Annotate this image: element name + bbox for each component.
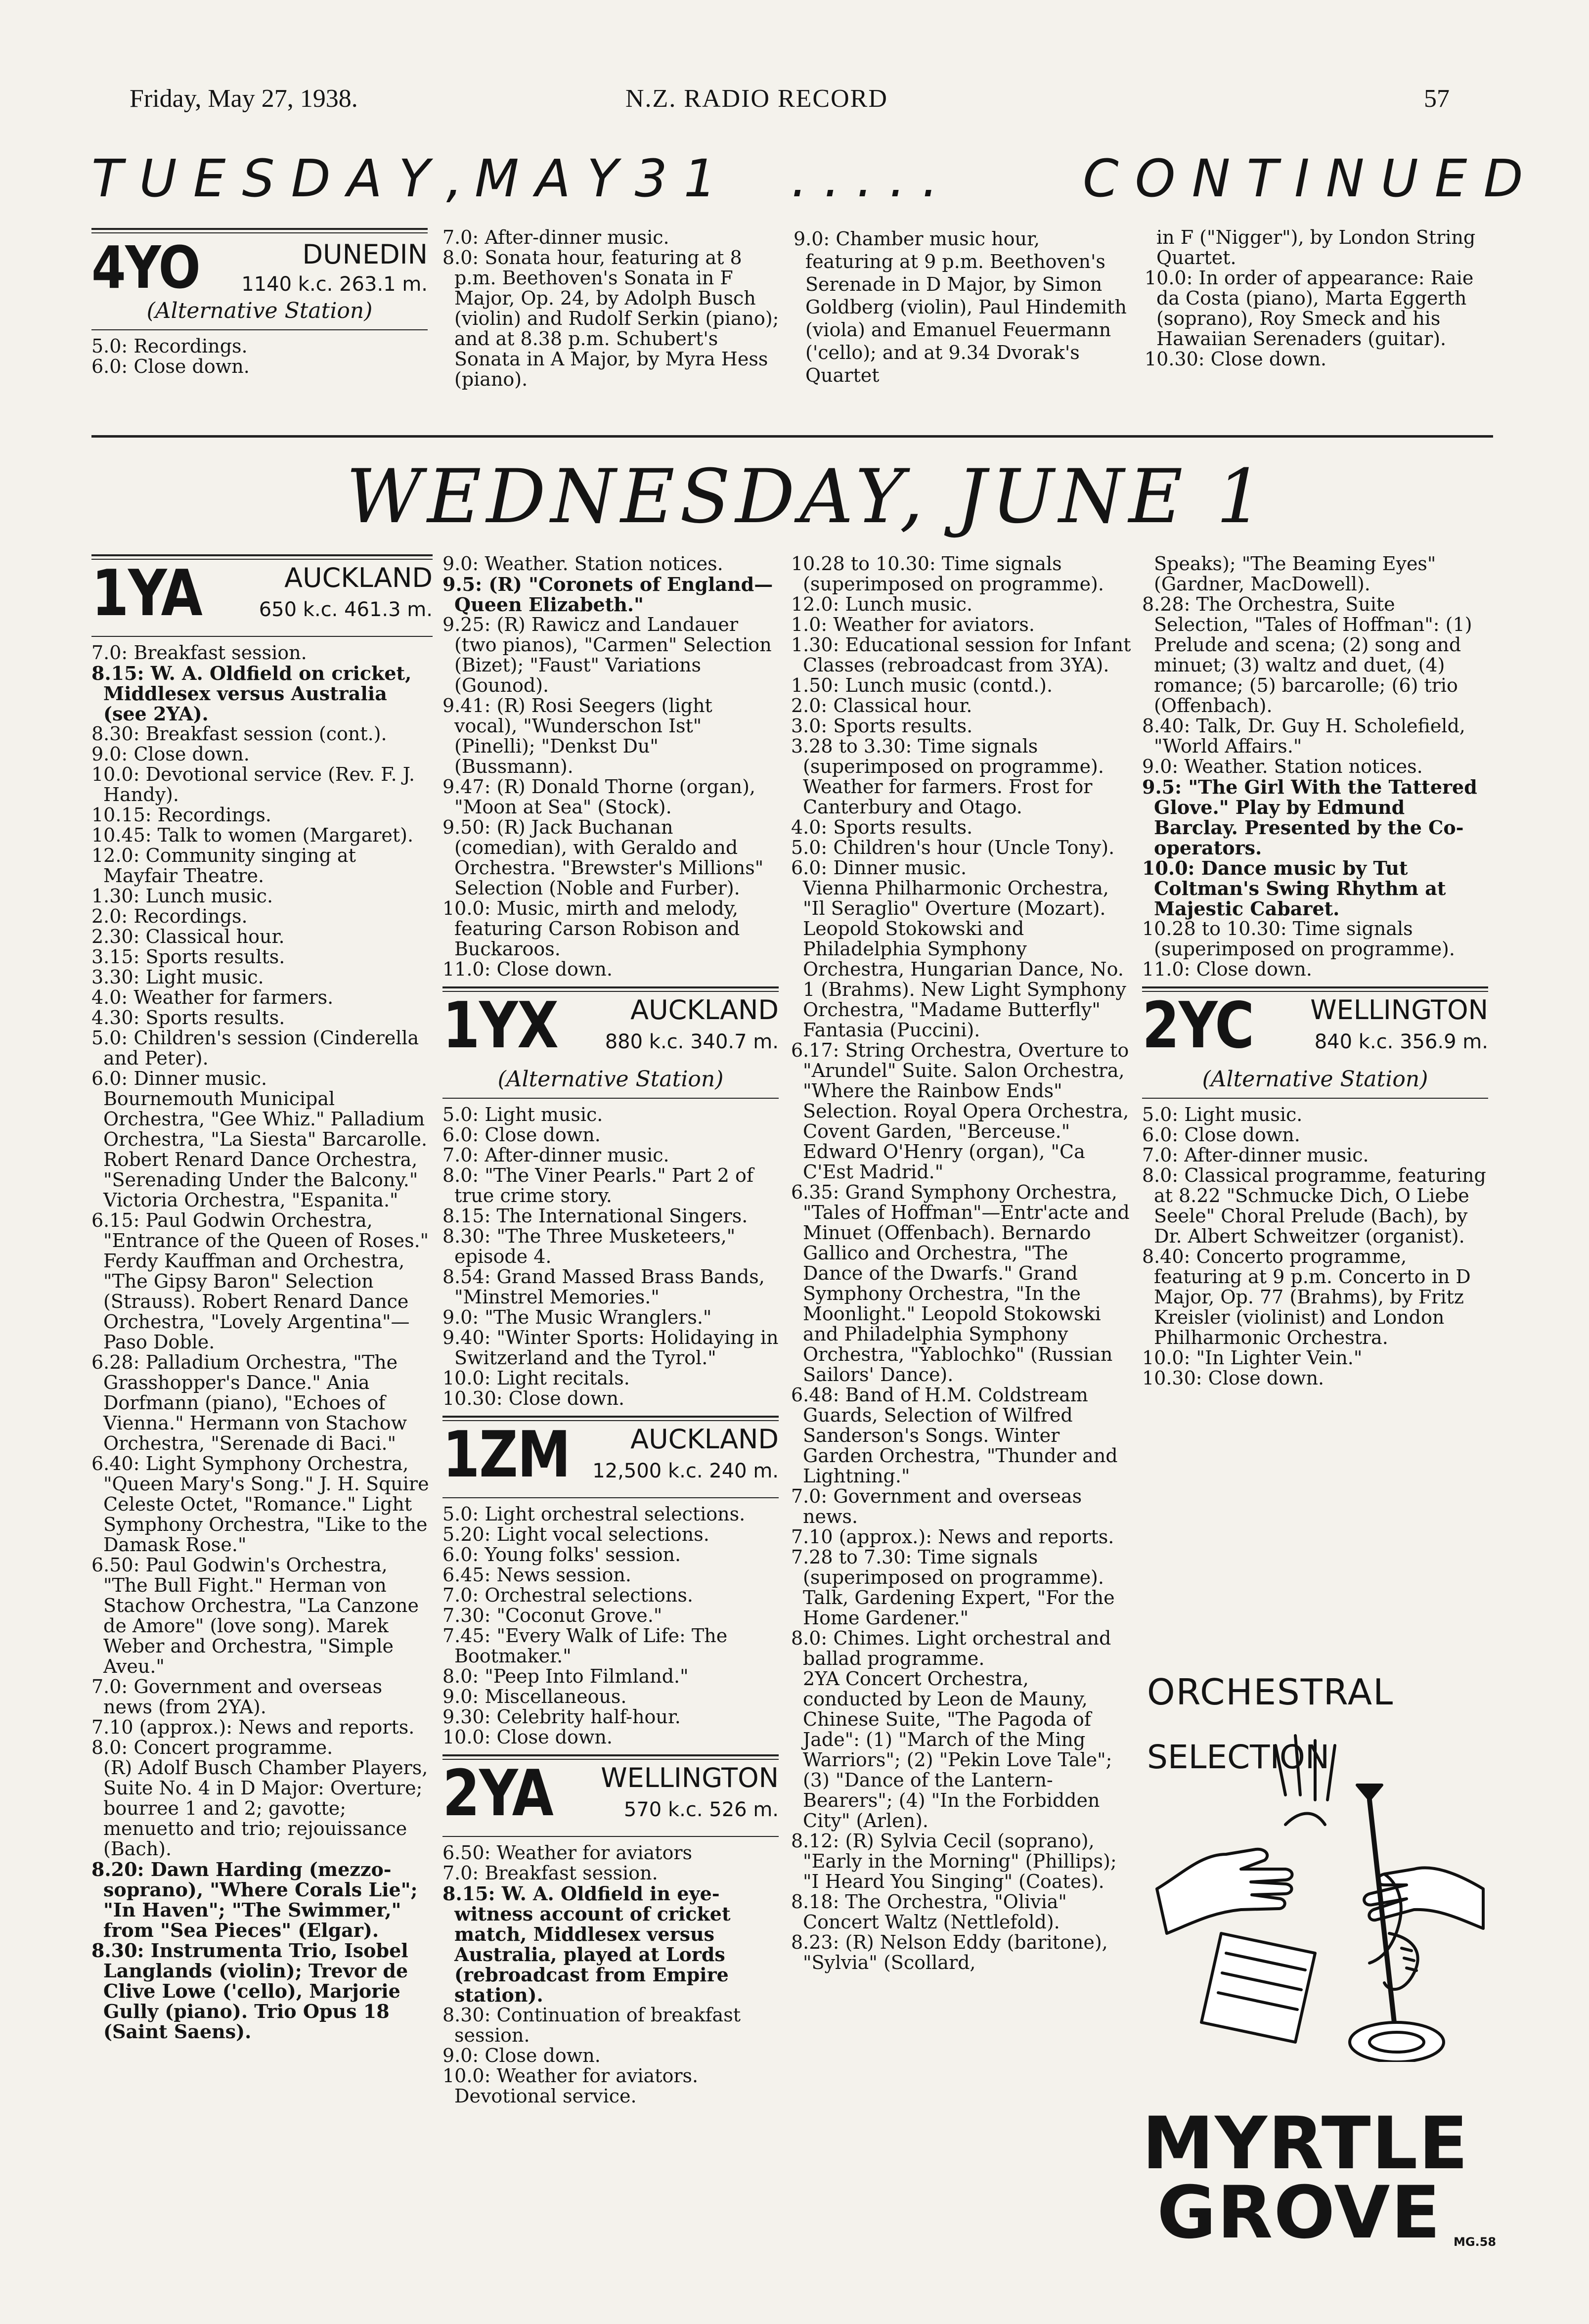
programme-entry: 9.40: "Winter Sports: Holidaying in Switzerland and the Tyrol." — [442, 1327, 779, 1369]
station-city-2ya: WELLINGTON — [601, 1762, 779, 1793]
programme-entry: 8.0: "Peep Into Filmland." — [442, 1665, 689, 1687]
programme-entry: 8.20: Dawn Harding (mezzo-soprano), "Where Corals Lie"; "In Haven"; "The Swimmer," from "Sea Pieces" (Elgar). — [91, 1858, 418, 1941]
wednesday-column-4 — [1142, 554, 1488, 1388]
programme-entry: 10.30: Close down. — [1142, 1367, 1324, 1389]
programme-entry: 6.0: Young folks' session. — [442, 1544, 681, 1565]
programme-entry: 7.0: After-dinner music. — [1142, 1144, 1369, 1166]
programme-entry: 10.0: Devotional service (Rev. F. J. Handy). — [91, 763, 415, 805]
station-call-1ya: 1YA — [91, 557, 202, 630]
programme-entry: 2.0: Classical hour. — [791, 695, 972, 716]
programme-entry: 6.40: Light Symphony Orchestra, "Queen Mary's Song." J. H. Squire Celeste Octet, "Romance." Light Symphony Orchestra, "Like to the Damask Rose." — [91, 1453, 429, 1556]
tuesday-column-1 — [91, 225, 428, 377]
programme-entry: 11.0: Close down. — [1142, 958, 1312, 980]
programme-entry: 9.5: (R) "Coronets of England—Queen Elizabeth." — [442, 573, 773, 616]
programme-entry: 4.30: Sports results. — [91, 1007, 285, 1028]
programme-entry: 9.0: Chamber music hour, featuring at 9 p.m. Beethoven's Serenade in D Major, by Simon Goldberg (violin), Paul Hindemith (viola) and Emanuel Feuermann ('cello); and at 9.34 Dvorak's Quartet — [794, 228, 1127, 386]
tuesday-banner-continued: C O N T I N U E D — [1083, 148, 1523, 209]
station-call-1zm: 1ZM — [442, 1418, 570, 1492]
tuesday-banner-date: M A Y 3 1 — [475, 148, 716, 209]
programme-entry: 1.30: Educational session for Infant Classes (rebroadcast from 3YA). — [791, 634, 1131, 676]
programme-entry: 7.0: Government and overseas news. — [791, 1485, 1082, 1527]
programme-entry: 10.45: Talk to women (Margaret). — [91, 824, 414, 846]
programme-entry: 9.0: "The Music Wranglers." — [442, 1306, 712, 1328]
programme-entry: 7.0: Orchestral selections. — [442, 1584, 693, 1606]
programme-entry: 5.0: Light music. — [442, 1104, 603, 1125]
programme-entry: 6.0: Close down. — [1142, 1124, 1300, 1146]
tuesday-column-4 — [1145, 227, 1491, 369]
programme-entry: 11.0: Close down. — [442, 958, 613, 980]
programme-entry: 8.18: The Orchestra, "Olivia" Concert Waltz (Nettlefold). — [791, 1891, 1067, 1933]
station-alt-4yo: (Alternative Station) — [146, 298, 373, 323]
programme-entry: 9.0: Weather. Station notices. — [1142, 756, 1423, 777]
programme-entry: 6.45: News session. — [442, 1564, 631, 1586]
tuesday-banner-dots: . . . . . — [791, 148, 938, 209]
programme-entry: 9.47: (R) Donald Thorne (organ), "Moon at Sea" (Stock). — [442, 776, 755, 818]
station-block-2yc — [1142, 986, 1488, 1099]
programme-entry: 3.0: Sports results. — [791, 715, 973, 737]
programme-entry: 10.0: Weather for aviators. Devotional service. — [442, 2065, 699, 2107]
station-freq-2ya: 570 k.c. 526 m. — [623, 1798, 779, 1821]
programme-entry: 5.0: Recordings. — [91, 335, 248, 357]
ad-headline-2: SELECTION — [1147, 1738, 1330, 1776]
programme-entry: 8.40: Concerto programme, featuring at 9 p.m. Concerto in D Major, Op. 77 (Brahms), by Fritz Kreisler (violinist) and London Philharmonic Orchestra. — [1142, 1246, 1471, 1348]
programme-entry: 10.0: Close down. — [442, 1726, 613, 1748]
programme-entry: 6.50: Weather for aviators — [442, 1842, 693, 1864]
station-freq-1ya: 650 k.c. 461.3 m. — [259, 598, 433, 621]
programme-entry: 9.30: Celebrity half-hour. — [442, 1706, 681, 1728]
programme-entry: 8.0: Sonata hour, featuring at 8 p.m. Beethoven's Sonata in F Major, Op. 24, by Adolph Busch (violin) and Rudolf Serkin (piano); and at 8.38 p.m. Schubert's Sonata in A Major, by Myra Hess (piano). — [442, 247, 779, 390]
programme-entry: 6.0: Close down. — [442, 1124, 601, 1146]
programme-entry: 2.0: Recordings. — [91, 905, 248, 927]
programme-entry: 7.10 (approx.): News and reports. — [791, 1526, 1114, 1548]
programme-entry: 7.0: Breakfast session. — [442, 1862, 658, 1884]
programme-entry: 5.0: Light orchestral selections. — [442, 1503, 746, 1525]
programme-entry: 8.15: W. A. Oldfield in eye-witness account of cricket match, Middlesex versus Australia, played at Lords (rebroadcast from Empire station). — [442, 1882, 731, 2006]
programme-entry: 6.48: Band of H.M. Coldstream Guards, Selection of Wilfred Sanderson's Songs. Winter Garden Orchestra, "Thunder and Lightning." — [791, 1384, 1118, 1487]
programme-entry: 10.0: "In Lighter Vein." — [1142, 1347, 1363, 1369]
ad-brand-line-2: GROVE — [1157, 2171, 1442, 2255]
publication-name: N.Z. RADIO RECORD — [625, 85, 888, 113]
programme-entry: 7.10 (approx.): News and reports. — [91, 1716, 415, 1738]
wednesday-banner: WEDNESDAY, JUNE 1 — [346, 454, 1269, 540]
station-block-4yo — [91, 228, 428, 330]
programme-entry: 8.0: Classical programme, featuring at 8.22 "Schmucke Dich, O Liebe Seele" Choral Prelude (Bach), by Dr. Albert Schweitzer (organist). — [1142, 1164, 1486, 1247]
section-divider — [91, 435, 1493, 438]
station-block-1ya — [91, 554, 433, 637]
programme-entry: Talk, Gardening Expert, "For the Home Gardener." — [803, 1587, 1115, 1629]
station-call-2ya: 2YA — [442, 1757, 553, 1831]
programme-entry: 8.0: Chimes. Light orchestral and ballad programme. — [791, 1627, 1111, 1669]
programme-entry: 8.23: (R) Nelson Eddy (baritone), "Sylvia" (Scollard, — [791, 1931, 1108, 1973]
station-city-1ya: AUCKLAND — [284, 562, 433, 593]
programme-entry: in F ("Nigger"), by London String Quartet. — [1156, 226, 1476, 268]
programme-entry: 7.30: "Coconut Grove." — [442, 1605, 662, 1626]
programme-entry: 12.0: Lunch music. — [791, 593, 973, 615]
programme-entry: 4.0: Weather for farmers. — [91, 986, 334, 1008]
programme-entry: 10.30: Close down. — [442, 1387, 625, 1409]
tuesday-banner-day: T U E S D A Y , — [91, 148, 463, 209]
programme-entry: 10.0: In order of appearance: Raie da Costa (piano), Marta Eggerth (soprano), Roy Smeck and his Hawaiian Serenaders (guitar). — [1145, 267, 1474, 350]
station-city-1zm: AUCKLAND — [630, 1424, 779, 1455]
myrtle-grove-advertisement — [1137, 1671, 1497, 2255]
station-city-4yo: DUNEDIN — [302, 239, 428, 270]
tuesday-column-3 — [794, 227, 1130, 387]
programme-entry: 9.41: (R) Rosi Seegers (light vocal), "Wunderschon Ist" (Pinelli); "Denkst Du" (Bussmann). — [442, 695, 712, 777]
programme-entry: 6.50: Paul Godwin's Orchestra, "The Bull Fight." Herman von Stachow Orchestra, "La Canzone de Amore" (love song). Marek Weber and Orchestra, "Simple Aveu." — [91, 1554, 419, 1677]
station-call-1yx: 1YX — [442, 989, 558, 1063]
programme-entry: 8.40: Talk, Dr. Guy H. Scholefield, "World Affairs." — [1142, 715, 1465, 757]
programme-entry: 3.30: Light music. — [91, 966, 264, 988]
page-date: Friday, May 27, 1938. — [130, 85, 358, 113]
programme-entry: 3.28 to 3.30: Time signals (superimposed on programme). Weather for farmers. Frost for Canterbury and Otago. — [791, 735, 1104, 818]
programme-entry: 6.0: Close down. — [91, 356, 250, 377]
programme-entry: 8.28: The Orchestra, Suite Selection, "Tales of Hoffman": (1) Prelude and scena; (2) song and minuet; (3) waltz and duet, (4) romance; (5) barcarolle; (6) trio (Offenbach). — [1142, 593, 1472, 716]
programme-entry: 7.0: Breakfast session. — [91, 642, 307, 664]
station-freq-2yc: 840 k.c. 356.9 m. — [1314, 1030, 1488, 1053]
programme-entry: 1.30: Lunch music. — [91, 885, 273, 907]
station-block-2ya — [442, 1754, 779, 1837]
programme-entry: 5.0: Light music. — [1142, 1104, 1303, 1125]
programme-entry: 9.0: Weather. Station notices. — [442, 553, 723, 575]
station-freq-1yx: 880 k.c. 340.7 m. — [605, 1030, 779, 1053]
page-number: 57 — [1424, 85, 1450, 113]
programme-entry: Speaks); "The Beaming Eyes" (Gardner, MacDowell). — [1154, 553, 1436, 595]
programme-entry: 7.0: After-dinner music. — [442, 1144, 669, 1166]
programme-entry: 6.0: Dinner music. — [791, 857, 967, 879]
hands-trumpet-illustration — [1137, 1726, 1493, 2062]
wednesday-column-2 — [442, 554, 779, 2106]
programme-entry: 5.0: Children's session (Cinderella and Peter). — [91, 1027, 419, 1069]
programme-entry: 8.30: "The Three Musketeers," episode 4. — [442, 1225, 736, 1267]
programme-entry: 5.20: Light vocal selections. — [442, 1523, 709, 1545]
programme-entry: Vienna Philharmonic Orchestra, "Il Seraglio" Overture (Mozart). Leopold Stokowski and Philadelphia Symphony Orchestra, Hungarian Dance, No. 1 (Brahms). New Light Symphony Orchestra, "Madame Butterfly" Fantasia (Puccini). — [803, 877, 1126, 1041]
ad-brand-line-1: MYRTLE — [1142, 2101, 1469, 2186]
programme-entry: 8.30: Continuation of breakfast session. — [442, 2004, 741, 2046]
station-freq-4yo: 1140 k.c. 263.1 m. — [241, 273, 428, 296]
ad-headline-1: ORCHESTRAL — [1147, 1671, 1394, 1713]
programme-entry: 8.12: (R) Sylvia Cecil (soprano), "Early in the Morning" (Phillips); "I Heard You Singing" (Coates). — [791, 1830, 1117, 1892]
programme-entry: 10.28 to 10.30: Time signals (superimposed on programme). — [1142, 918, 1455, 960]
station-block-1yx — [442, 986, 779, 1099]
station-block-1zm — [442, 1416, 779, 1498]
programme-entry: 3.15: Sports results. — [91, 946, 285, 968]
programme-entry: 1.0: Weather for aviators. — [791, 614, 1035, 635]
programme-entry: (R) Adolf Busch Chamber Players, Suite No. 4 in D Major: Overture; bourree 1 and 2; gavotte; menuetto and trio; rejouissance (Bach). — [103, 1757, 428, 1860]
station-alt-2yc: (Alternative Station) — [1202, 1067, 1428, 1092]
wednesday-column-3 — [791, 554, 1132, 1973]
programme-entry: 8.30: Instrumenta Trio, Isobel Langlands (violin); Trevor de Clive Lowe ('cello), Marjorie Gully (piano). Trio Opus 18 (Saint Saens). — [91, 1939, 408, 2043]
station-call-2yc: 2YC — [1142, 989, 1254, 1063]
programme-entry: 8.30: Breakfast session (cont.). — [91, 723, 387, 745]
station-alt-1yx: (Alternative Station) — [497, 1067, 724, 1092]
programme-entry: 4.0: Sports results. — [791, 816, 973, 838]
programme-entry: Bournemouth Municipal Orchestra, "Gee Whiz." Palladium Orchestra, "La Siesta" Barcarolle. Robert Renard Dance Orchestra, "Serenading Under the Balcony." Victoria Orchestra, "Espanita." — [103, 1088, 428, 1211]
programme-entry: 8.15: The International Singers. — [442, 1205, 748, 1227]
programme-entry: 7.0: Government and overseas news (from 2YA). — [91, 1676, 383, 1718]
programme-entry: 10.15: Recordings. — [91, 804, 271, 826]
programme-entry: 10.0: Light recitals. — [442, 1367, 630, 1389]
programme-entry: 7.28 to 7.30: Time signals (superimposed on programme). — [791, 1546, 1104, 1588]
programme-entry: 6.35: Grand Symphony Orchestra, "Tales of Hoffman"—Entr'acte and Minuet (Offenbach). Bernardo Gallico and Orchestra, "The Dance of the Dwarfs." Grand Symphony Orchestra, "In the Moonlight." Leopold Stokowski and Philadelphia Symphony Orchestra, "Yablochko" (Russian Sailors' Dance). — [791, 1181, 1130, 1385]
programme-entry: 6.17: String Orchestra, Overture to "Arundel" Suite. Salon Orchestra, "Where the Rainbow Ends" Selection. Royal Opera Orchestra, Covent Garden, "Berceuse." Edward O'Henry (organ), "Ca C'Est Madrid." — [791, 1039, 1129, 1183]
programme-entry: 6.15: Paul Godwin Orchestra, "Entrance of the Queen of Roses." Ferdy Kauffman and Orchestra, "The Gipsy Baron" Selection (Strauss). Robert Renard Dance Orchestra, "Lovely Argentina"—Paso Doble. — [91, 1209, 429, 1353]
programme-entry: 6.0: Dinner music. — [91, 1068, 267, 1089]
station-freq-1zm: 12,500 k.c. 240 m. — [592, 1460, 779, 1482]
programme-entry: 10.0: Music, mirth and melody, featuring Carson Robison and Buckaroos. — [442, 897, 740, 960]
tuesday-column-2 — [442, 227, 781, 390]
programme-entry: 10.0: Dance music by Tut Coltman's Swing Rhythm at Majestic Cabaret. — [1142, 857, 1446, 920]
station-call-4yo: 4YO — [91, 233, 200, 302]
programme-entry: 7.45: "Every Walk of Life: The Bootmaker." — [442, 1625, 728, 1667]
programme-entry: 8.0: Concert programme. — [91, 1737, 333, 1758]
programme-entry: 2.30: Classical hour. — [91, 926, 285, 947]
programme-entry: 9.50: (R) Jack Buchanan (comedian), with Geraldo and Orchestra. "Brewster's Millions" Selection (Noble and Furber). — [442, 816, 764, 899]
programme-entry: 1.50: Lunch music (contd.). — [791, 674, 1053, 696]
programme-entry: 9.5: "The Girl With the Tattered Glove." Play by Edmund Barclay. Presented by the Co-operators. — [1142, 776, 1477, 859]
programme-entry: 7.0: After-dinner music. — [442, 226, 669, 248]
programme-entry: 8.54: Grand Massed Brass Bands, "Minstrel Memories." — [442, 1266, 765, 1308]
programme-entry: 10.28 to 10.30: Time signals (superimposed on programme). — [791, 553, 1104, 595]
programme-entry: 9.0: Close down. — [442, 2045, 601, 2066]
station-city-1yx: AUCKLAND — [630, 994, 779, 1026]
programme-entry: 5.0: Children's hour (Uncle Tony). — [791, 837, 1115, 858]
programme-entry: 2YA Concert Orchestra, conducted by Leon de Mauny, Chinese Suite, "The Pagoda of Jade": (1) "March of the Ming Warriors"; (2) "Pekin Love Tale"; (3) "Dance of the Lantern-Bearers"; (4) "In the Forbidden City" (Arlen). — [803, 1668, 1112, 1832]
programme-entry: 9.25: (R) Rawicz and Landauer (two pianos), "Carmen" Selection (Bizet); "Faust" Variations (Gounod). — [442, 614, 772, 696]
wednesday-column-1 — [91, 551, 433, 2042]
programme-entry: 8.15: W. A. Oldfield on cricket, Middlesex versus Australia (see 2YA). — [91, 662, 412, 725]
programme-entry: 9.0: Miscellaneous. — [442, 1686, 627, 1707]
ad-code: MG.58 — [1454, 2235, 1497, 2249]
station-city-2yc: WELLINGTON — [1310, 994, 1488, 1026]
programme-entry: 12.0: Community singing at Mayfair Theatre. — [91, 845, 356, 887]
programme-entry: 8.0: "The Viner Pearls." Part 2 of true crime story. — [442, 1164, 754, 1207]
programme-entry: 9.0: Close down. — [91, 743, 250, 765]
programme-entry: 10.30: Close down. — [1145, 348, 1327, 370]
programme-entry: 6.28: Palladium Orchestra, "The Grasshopper's Dance." Ania Dorfmann (piano), "Echoes of Vienna." Hermann von Stachow Orchestra, "Serenade di Baci." — [91, 1351, 407, 1454]
